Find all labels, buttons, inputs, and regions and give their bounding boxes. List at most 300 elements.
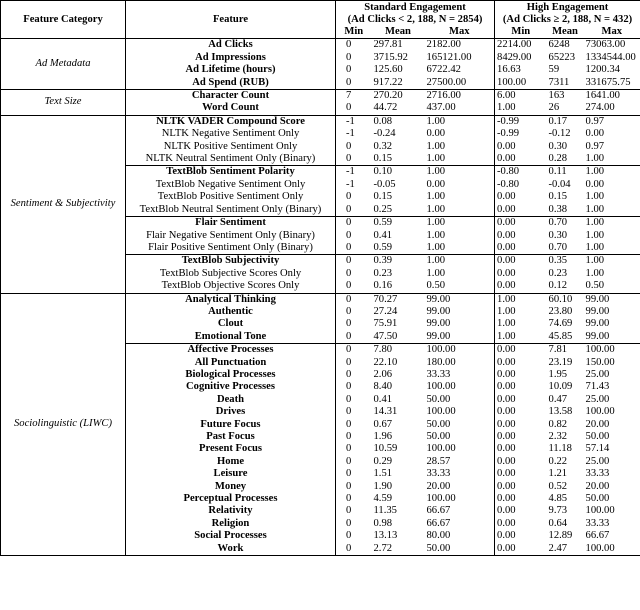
standard-min-cell: 0: [346, 455, 352, 467]
feature-category-cell: Sentiment & Subjectivity: [1, 115, 126, 293]
high-max-cell: 25.00: [585, 455, 610, 467]
high-max-cell: 99.00: [585, 305, 610, 317]
high-mean-cell: 60.10: [547, 293, 584, 306]
feature-name-cell: Clout: [126, 318, 336, 330]
standard-mean-cell: 1.90: [373, 480, 393, 492]
feature-name-cell: NLTK Neutral Sentiment Only (Binary): [126, 153, 336, 166]
standard-mean-cell: 44.72: [373, 102, 398, 114]
feature-name-cell: All Punctuation: [126, 357, 336, 369]
header-high-min: Min: [495, 26, 547, 39]
high-max-cell: 1.00: [584, 166, 640, 179]
standard-min-cell: 0: [346, 418, 352, 430]
high-min-cell: -0.80: [497, 178, 520, 190]
standard-mean-cell: 0.32: [373, 140, 393, 152]
feature-name-cell: Flair Positive Sentiment Only (Binary): [126, 242, 336, 255]
standard-title: Standard Engagement: [364, 2, 466, 13]
high-mean-cell: 163: [547, 90, 584, 103]
standard-max-cell: 1.00: [425, 166, 495, 179]
standard-max-cell: 100.00: [425, 493, 495, 505]
standard-max-cell: 50.00: [425, 543, 495, 556]
standard-min-cell: 0: [336, 293, 372, 306]
feature-name-cell: Authentic: [126, 306, 336, 318]
header-standard-engagement: [336, 1, 495, 27]
high-mean-cell: 2.32: [548, 431, 568, 442]
high-min-cell: 0.00: [497, 517, 516, 529]
standard-max-cell: 1.00: [425, 115, 495, 128]
standard-min-cell: 0: [346, 480, 352, 492]
feature-name-cell: Affective Processes: [126, 344, 336, 357]
high-max-cell: 274.00: [585, 102, 615, 114]
standard-min-cell: 0: [346, 64, 352, 76]
high-max-cell: 1200.34: [585, 64, 620, 76]
feature-name-cell: Money: [126, 481, 336, 493]
standard-min-cell: 0: [346, 505, 352, 517]
high-min-cell: 0.00: [497, 480, 516, 492]
high-max-cell: 71.43: [585, 381, 610, 393]
feature-name-cell: Death: [126, 394, 336, 406]
high-mean-cell: 11.18: [548, 443, 572, 455]
high-min-cell: 0.00: [495, 217, 547, 230]
standard-max-cell: 1.00: [425, 204, 495, 217]
standard-min-cell: -1: [346, 128, 355, 140]
high-max-cell: 150.00: [585, 356, 615, 368]
high-max-cell: 20.00: [585, 418, 610, 430]
high-max-cell: 100.00: [585, 542, 615, 554]
high-mean-cell: 4.85: [548, 493, 568, 505]
feature-name-cell: Future Focus: [126, 419, 336, 431]
standard-max-cell: 1.00: [425, 217, 495, 230]
high-min-cell: 8429.00: [497, 51, 532, 63]
standard-min-cell: 0: [346, 356, 352, 368]
high-min-cell: 0.00: [497, 406, 516, 418]
high-mean-cell: 23.80: [548, 305, 573, 317]
header-high-engagement: [495, 1, 640, 27]
standard-max-cell: 27500.00: [425, 77, 495, 90]
standard-max-cell: 99.00: [425, 331, 495, 344]
high-mean-cell: 0.23: [548, 267, 568, 279]
feature-name-cell: TextBlob Objective Scores Only: [126, 280, 336, 293]
standard-max-cell: 0.00: [425, 179, 495, 191]
standard-min-cell: 0: [346, 102, 352, 114]
feature-name-cell: Relativity: [126, 505, 336, 517]
high-max-cell: 331675.75: [585, 76, 631, 88]
standard-max-cell: 100.00: [425, 344, 495, 357]
feature-name-cell: Ad Lifetime (hours): [126, 64, 336, 76]
standard-max-cell: 2182.00: [425, 39, 495, 52]
table-header: [1, 1, 640, 39]
standard-max-cell: 1.00: [425, 255, 495, 268]
standard-mean-cell: 0.23: [373, 267, 393, 279]
standard-min-cell: 0: [346, 280, 352, 292]
standard-max-cell: 99.00: [425, 318, 495, 330]
high-min-cell: 0.00: [497, 140, 516, 152]
high-min-cell: 0.00: [497, 418, 516, 430]
high-min-cell: -0.99: [497, 128, 520, 140]
standard-min-cell: -1: [336, 115, 372, 128]
standard-mean-cell: 1.51: [373, 468, 393, 480]
high-mean-cell: 7311: [548, 76, 570, 88]
standard-mean-cell: 3715.92: [373, 51, 408, 63]
standard-max-cell: 100.00: [425, 443, 495, 455]
feature-name-cell: Religion: [126, 518, 336, 530]
high-mean-cell: 65223: [548, 51, 575, 63]
header-high-mean: Mean: [547, 26, 584, 39]
feature-name-cell: Social Processes: [126, 530, 336, 542]
high-max-cell: 33.33: [585, 468, 610, 480]
standard-max-cell: 99.00: [425, 306, 495, 318]
high-mean-cell: 0.82: [548, 418, 568, 430]
high-mean-cell: 45.85: [548, 330, 573, 342]
standard-min-cell: 0: [346, 140, 352, 152]
feature-name-cell: NLTK VADER Compound Score: [126, 115, 336, 128]
high-mean-cell: -0.04: [548, 178, 571, 190]
high-min-cell: -0.80: [495, 166, 547, 179]
feature-name-cell: Emotional Tone: [126, 331, 336, 344]
standard-min-cell: 0: [346, 443, 352, 455]
standard-max-cell: 0.50: [425, 280, 495, 293]
high-min-cell: 0.00: [497, 530, 516, 542]
standard-min-cell: 0: [346, 468, 352, 480]
high-min-cell: 0.00: [495, 344, 547, 357]
standard-max-cell: 33.33: [425, 369, 495, 381]
feature-category-cell: Sociolinguistic (LIWC): [1, 293, 126, 556]
standard-max-cell: 0.00: [425, 128, 495, 140]
standard-max-cell: 2716.00: [425, 90, 495, 103]
high-subtitle: (Ad Clicks ≥ 2, 188, N = 432): [502, 14, 633, 25]
standard-mean-cell: 4.59: [373, 493, 393, 505]
standard-min-cell: 0: [346, 51, 352, 63]
high-min-cell: 0.00: [497, 443, 516, 455]
high-max-cell: 1.00: [584, 217, 640, 230]
high-max-cell: 0.50: [585, 280, 605, 292]
header-standard-min: Min: [336, 26, 372, 39]
standard-mean-cell: 125.60: [373, 64, 403, 76]
standard-min-cell: 0: [346, 530, 352, 542]
standard-mean-cell: 2.06: [373, 368, 393, 380]
standard-max-cell: 100.00: [425, 381, 495, 393]
high-mean-cell: 6248: [548, 39, 570, 51]
high-min-cell: 6.00: [495, 90, 547, 103]
feature-name-cell: Ad Impressions: [126, 52, 336, 64]
standard-max-cell: 80.00: [425, 530, 495, 542]
standard-mean-cell: 0.25: [373, 203, 393, 215]
feature-name-cell: TextBlob Neutral Sentiment Only (Binary): [126, 204, 336, 217]
high-max-cell: 100.00: [585, 505, 615, 517]
standard-mean-cell: 1.96: [373, 431, 393, 442]
standard-mean-cell: 0.16: [373, 280, 393, 292]
header-feature-category: Feature Category: [1, 1, 126, 39]
feature-name-cell: Cognitive Processes: [126, 381, 336, 393]
header-feature: Feature: [126, 1, 336, 39]
standard-mean-cell: -0.05: [373, 178, 396, 190]
standard-min-cell: 0: [346, 267, 352, 279]
standard-mean-cell: 0.15: [373, 153, 393, 165]
feature-name-cell: TextBlob Negative Sentiment Only: [126, 179, 336, 191]
high-mean-cell: -0.12: [548, 128, 571, 140]
standard-min-cell: 0: [346, 493, 352, 505]
standard-mean-cell: 0.59: [373, 241, 393, 253]
standard-max-cell: 1.00: [425, 242, 495, 255]
high-max-cell: 1641.00: [584, 90, 640, 103]
standard-min-cell: 0: [346, 393, 352, 405]
high-min-cell: 1.00: [497, 305, 516, 317]
high-min-cell: 0.00: [497, 280, 516, 292]
standard-min-cell: 0: [336, 255, 372, 268]
high-min-cell: 0.00: [497, 356, 516, 368]
standard-mean-cell: 917.22: [373, 76, 403, 88]
standard-mean-cell: 7.80: [372, 344, 425, 357]
feature-name-cell: Character Count: [126, 90, 336, 103]
standard-min-cell: 7: [336, 90, 372, 103]
high-mean-cell: 0.47: [548, 393, 568, 405]
standard-max-cell: 1.00: [425, 230, 495, 242]
high-mean-cell: 0.70: [548, 241, 568, 253]
high-max-cell: 0.97: [585, 140, 605, 152]
high-min-cell: 0.00: [497, 241, 516, 253]
high-max-cell: 0.00: [585, 128, 605, 140]
feature-name-cell: TextBlob Subjective Scores Only: [126, 268, 336, 280]
high-max-cell: 66.67: [585, 530, 610, 542]
standard-min-cell: -1: [336, 166, 372, 179]
high-max-cell: 1.00: [585, 153, 605, 165]
high-mean-cell: 9.73: [548, 505, 568, 517]
standard-mean-cell: 0.41: [373, 393, 393, 405]
high-mean-cell: 10.09: [548, 381, 573, 393]
high-min-cell: 1.00: [497, 318, 516, 330]
high-mean-cell: 7.81: [547, 344, 584, 357]
standard-min-cell: -1: [346, 178, 355, 190]
high-mean-cell: 1.95: [548, 368, 568, 380]
standard-mean-cell: 0.15: [373, 191, 393, 203]
standard-max-cell: 28.57: [425, 456, 495, 468]
standard-min-cell: 0: [346, 431, 352, 442]
table-row: [1, 293, 640, 306]
standard-max-cell: 1.00: [425, 191, 495, 203]
high-mean-cell: 0.52: [548, 480, 568, 492]
standard-mean-cell: 270.20: [372, 90, 425, 103]
standard-mean-cell: 0.10: [372, 166, 425, 179]
high-min-cell: 0.00: [497, 203, 516, 215]
high-mean-cell: 12.89: [548, 530, 573, 542]
standard-max-cell: 6722.42: [425, 64, 495, 76]
high-min-cell: 100.00: [497, 76, 527, 88]
high-title: High Engagement: [526, 2, 609, 13]
high-min-cell: 1.00: [497, 330, 516, 342]
standard-max-cell: 66.67: [425, 518, 495, 530]
high-max-cell: 1.00: [585, 229, 605, 241]
high-mean-cell: 0.30: [548, 140, 568, 152]
standard-max-cell: 50.00: [425, 431, 495, 443]
standard-mean-cell: 0.59: [372, 217, 425, 230]
standard-mean-cell: -0.24: [373, 128, 396, 140]
standard-max-cell: 1.00: [425, 153, 495, 166]
standard-min-cell: 0: [346, 203, 352, 215]
high-mean-cell: 0.70: [547, 217, 584, 230]
standard-min-cell: 0: [346, 542, 352, 554]
high-mean-cell: 0.22: [548, 455, 568, 467]
high-min-cell: 0.00: [497, 505, 516, 517]
high-min-cell: 0.00: [497, 381, 516, 393]
feature-name-cell: Ad Clicks: [126, 39, 336, 52]
high-min-cell: 0.00: [497, 368, 516, 380]
standard-mean-cell: 8.40: [373, 381, 393, 393]
standard-max-cell: 437.00: [425, 102, 495, 115]
high-min-cell: 0.00: [497, 229, 516, 241]
feature-name-cell: NLTK Positive Sentiment Only: [126, 141, 336, 153]
high-min-cell: 2214.00: [497, 39, 532, 51]
standard-mean-cell: 0.98: [373, 517, 393, 529]
standard-mean-cell: 70.27: [372, 293, 425, 306]
high-min-cell: 0.00: [497, 153, 516, 165]
high-min-cell: 16.63: [497, 64, 521, 76]
feature-name-cell: Flair Negative Sentiment Only (Binary): [126, 230, 336, 242]
feature-name-cell: Ad Spend (RUB): [126, 77, 336, 90]
standard-mean-cell: 0.08: [372, 115, 425, 128]
standard-min-cell: 0: [346, 153, 352, 165]
high-max-cell: 1.00: [585, 241, 605, 253]
high-min-cell: 0.00: [497, 267, 516, 279]
standard-mean-cell: 27.24: [373, 305, 398, 317]
standard-max-cell: 1.00: [425, 268, 495, 280]
high-max-cell: 99.00: [585, 318, 610, 330]
high-max-cell: 50.00: [585, 493, 610, 505]
feature-name-cell: Leisure: [126, 468, 336, 480]
standard-mean-cell: 0.29: [373, 455, 393, 467]
feature-name-cell: NLTK Negative Sentiment Only: [126, 128, 336, 140]
high-min-cell: 0.00: [497, 393, 516, 405]
standard-min-cell: 0: [346, 229, 352, 241]
standard-min-cell: 0: [346, 241, 352, 253]
high-mean-cell: 0.12: [548, 280, 568, 292]
high-max-cell: 25.00: [585, 393, 610, 405]
standard-min-cell: 0: [346, 76, 352, 88]
high-mean-cell: 2.47: [548, 542, 568, 554]
standard-max-cell: 20.00: [425, 481, 495, 493]
high-min-cell: 0.00: [497, 191, 516, 203]
standard-mean-cell: 22.10: [373, 356, 398, 368]
high-max-cell: 1334544.00: [585, 51, 636, 63]
high-mean-cell: 0.64: [548, 517, 568, 529]
feature-name-cell: TextBlob Sentiment Polarity: [126, 166, 336, 179]
high-min-cell: 0.00: [497, 468, 516, 480]
high-max-cell: 33.33: [585, 517, 610, 529]
high-mean-cell: 0.30: [548, 229, 568, 241]
high-mean-cell: 1.21: [548, 468, 568, 480]
feature-name-cell: Drives: [126, 406, 336, 418]
feature-name-cell: TextBlob Subjectivity: [126, 255, 336, 268]
high-max-cell: 1.00: [585, 267, 605, 279]
high-max-cell: 25.00: [585, 368, 610, 380]
standard-min-cell: 0: [346, 191, 352, 203]
high-max-cell: 99.00: [585, 330, 610, 342]
standard-min-cell: 0: [336, 344, 372, 357]
standard-min-cell: 0: [346, 305, 352, 317]
feature-name-cell: Word Count: [126, 102, 336, 115]
standard-mean-cell: 0.39: [372, 255, 425, 268]
high-mean-cell: 0.11: [547, 166, 584, 179]
standard-subtitle: (Ad Clicks < 2, 188, N = 2854): [347, 14, 483, 25]
standard-mean-cell: 13.13: [373, 530, 398, 542]
high-max-cell: 0.97: [584, 115, 640, 128]
high-min-cell: 0.00: [497, 542, 516, 554]
standard-max-cell: 66.67: [425, 505, 495, 517]
header-standard-mean: Mean: [372, 26, 425, 39]
standard-max-cell: 99.00: [425, 293, 495, 306]
feature-name-cell: Biological Processes: [126, 369, 336, 381]
high-mean-cell: 26: [548, 102, 560, 114]
high-min-cell: 0.00: [497, 493, 516, 505]
table-row: [1, 90, 640, 103]
standard-mean-cell: 47.50: [373, 330, 398, 342]
feature-name-cell: Perceptual Processes: [126, 493, 336, 505]
standard-min-cell: 0: [346, 330, 352, 342]
feature-name-cell: Flair Sentiment: [126, 217, 336, 230]
standard-mean-cell: 0.67: [373, 418, 393, 430]
table-body: [1, 39, 640, 556]
high-max-cell: 0.00: [585, 178, 605, 190]
feature-name-cell: Present Focus: [126, 443, 336, 455]
high-mean-cell: 0.28: [548, 153, 568, 165]
high-max-cell: 20.00: [585, 480, 610, 492]
high-max-cell: 100.00: [585, 406, 615, 418]
high-max-cell: 1.00: [585, 191, 605, 203]
standard-max-cell: 1.00: [425, 141, 495, 153]
feature-category-cell: Ad Metadata: [1, 39, 126, 90]
high-min-cell: 1.00: [495, 293, 547, 306]
high-mean-cell: 23.19: [548, 356, 573, 368]
feature-name-cell: Analytical Thinking: [126, 293, 336, 306]
high-mean-cell: 0.17: [547, 115, 584, 128]
high-max-cell: 99.00: [584, 293, 640, 306]
standard-mean-cell: 2.72: [373, 542, 393, 554]
standard-min-cell: 0: [346, 39, 352, 51]
standard-mean-cell: 10.59: [373, 443, 398, 455]
header-high-max: Max: [584, 26, 640, 39]
standard-max-cell: 180.00: [425, 357, 495, 369]
high-min-cell: 0.00: [497, 455, 516, 467]
standard-min-cell: 0: [346, 517, 352, 529]
high-max-cell: 1.00: [585, 203, 605, 215]
standard-min-cell: 0: [346, 381, 352, 393]
high-mean-cell: 0.38: [548, 203, 568, 215]
high-min-cell: -0.99: [495, 115, 547, 128]
feature-name-cell: Past Focus: [126, 431, 336, 443]
high-min-cell: 0.00: [497, 431, 516, 442]
standard-min-cell: 0: [346, 368, 352, 380]
standard-max-cell: 165121.00: [425, 52, 495, 64]
table-row: [1, 39, 640, 52]
high-min-cell: 1.00: [497, 102, 516, 114]
feature-name-cell: Work: [126, 543, 336, 556]
standard-max-cell: 50.00: [425, 419, 495, 431]
high-mean-cell: 13.58: [548, 406, 573, 418]
high-mean-cell: 0.15: [548, 191, 568, 203]
high-max-cell: 57.14: [585, 443, 610, 455]
table-row: [1, 115, 640, 128]
high-mean-cell: 74.69: [548, 318, 573, 330]
header-standard-max: Max: [425, 26, 495, 39]
high-min-cell: 0.00: [495, 255, 547, 268]
standard-min-cell: 0: [346, 406, 352, 418]
high-max-cell: 100.00: [584, 344, 640, 357]
standard-min-cell: 0: [346, 318, 352, 330]
high-max-cell: 50.00: [585, 431, 610, 442]
standard-mean-cell: 75.91: [373, 318, 398, 330]
standard-mean-cell: 14.31: [373, 406, 398, 418]
high-mean-cell: 0.35: [547, 255, 584, 268]
feature-name-cell: Home: [126, 456, 336, 468]
high-max-cell: 1.00: [584, 255, 640, 268]
